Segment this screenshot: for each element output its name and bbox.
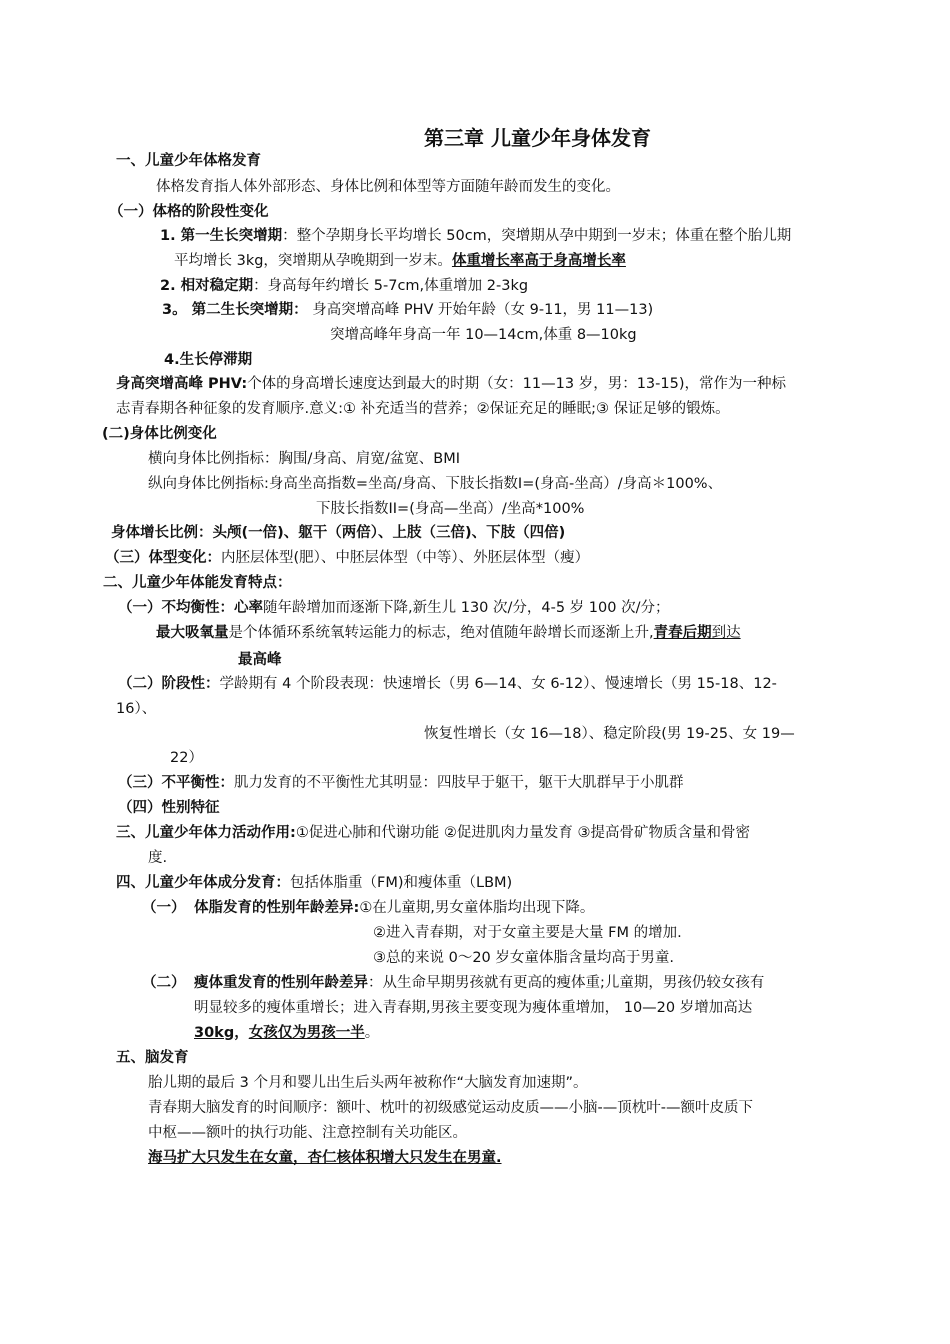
subsection-heading: （一）体格的阶段性变化 bbox=[109, 204, 269, 220]
paragraph: 明显较多的瘦体重增长；进入青春期,男孩主要变现为瘦体重增加， 10—20 岁增加高达 bbox=[194, 1000, 753, 1016]
paragraph bbox=[174, 249, 626, 273]
subsection-heading: （四）性别特征 bbox=[118, 800, 220, 816]
paragraph: 体格发育指人体外部形态、身体比例和体型等方面随年龄而发生的变化。 bbox=[156, 179, 620, 195]
text: ：从生命早期男孩就有更高的瘦体重;儿童期，男孩仍较女孩有 bbox=[368, 975, 765, 991]
list-number: （二） bbox=[142, 975, 186, 991]
section-heading-4: 四、儿童少年体成分发育： bbox=[116, 875, 290, 891]
section-heading-5: 五、脑发育 bbox=[116, 1050, 189, 1066]
term-label: 体脂发育的性别年龄差异: bbox=[194, 900, 360, 916]
subsection-heading: （三）不平衡性： bbox=[118, 775, 234, 791]
paragraph bbox=[156, 621, 741, 645]
text: ①在儿童期,男女童体脂均出现下降。 bbox=[359, 900, 595, 916]
paragraph bbox=[194, 971, 764, 995]
paragraph: 恢复性增长（女 16—18）、稳定阶段(男 19-25、女 19— bbox=[424, 726, 795, 742]
keyword: 心率 bbox=[234, 600, 263, 616]
term-label: 1. 第一生长突增期 bbox=[160, 228, 283, 244]
paragraph: 身体增长比例：头颅(一倍)、躯干（两倍）、上肢（三倍)、下肢（四倍) bbox=[111, 525, 566, 541]
text: 包括体脂重（FM)和瘦体重（LBM) bbox=[290, 875, 513, 891]
paragraph bbox=[194, 896, 594, 920]
text: 身高突增高峰 PHV 开始年龄（女 9-11，男 11—13) bbox=[307, 302, 654, 318]
paragraph: 中枢——额叶的执行功能、注意控制有关功能区。 bbox=[148, 1125, 467, 1141]
paragraph bbox=[118, 771, 684, 795]
text: 是个体循环系统氧转运能力的标志，绝对值随年龄增长而逐渐上升, bbox=[228, 625, 654, 641]
paragraph: 下肢长指数II=(身高—坐高）/坐高*100% bbox=[316, 501, 585, 517]
text: 学龄期有 4 个阶段表现：快速增长（男 6—14、女 6-12）、慢速增长（男 15-18、12- bbox=[219, 676, 777, 692]
paragraph bbox=[162, 298, 653, 322]
section-heading-3: 三、儿童少年体力活动作用: bbox=[116, 825, 296, 841]
paragraph bbox=[160, 274, 528, 298]
emphasis-text: 最高峰 bbox=[238, 652, 282, 668]
subsection-heading: （三）体型变化： bbox=[105, 550, 221, 566]
paragraph bbox=[118, 672, 777, 696]
paragraph: 22） bbox=[170, 750, 203, 766]
paragraph bbox=[160, 224, 791, 248]
subsection-heading: （二）阶段性： bbox=[118, 676, 220, 692]
term-label: 身高突增高峰 PHV: bbox=[116, 376, 248, 392]
text: 个体的身高增长速度达到最大的时期（女：11—13 岁，男：13-15)，常作为一种标 bbox=[247, 376, 786, 392]
text: ①促进心肺和代谢功能 ②促进肌肉力量发育 ③提高骨矿物质含量和骨密 bbox=[295, 825, 751, 841]
subsection-heading: (二)身体比例变化 bbox=[102, 426, 217, 442]
term-label: 4.生长停滞期 bbox=[164, 352, 253, 368]
text: 随年龄增加而逐渐下降,新生儿 130 次/分，4-5 岁 100 次/分； bbox=[263, 600, 670, 616]
page-title: 第三章 儿童少年身体发育 bbox=[424, 126, 651, 150]
paragraph bbox=[116, 372, 786, 396]
paragraph: 16）、 bbox=[116, 701, 157, 717]
text: ， bbox=[234, 1025, 249, 1041]
paragraph bbox=[116, 821, 750, 845]
paragraph bbox=[116, 871, 512, 895]
text: 平均增长 3kg，突增期从孕晚期到一岁末。 bbox=[174, 253, 452, 269]
paragraph: 度. bbox=[148, 850, 168, 866]
paragraph bbox=[118, 596, 669, 620]
paragraph: 纵向身体比例指标:身高坐高指数=坐高/身高、下肢长指数I=(身高-坐高）/身高＊100%、 bbox=[148, 476, 723, 492]
text: 内胚层体型(肥）、中胚层体型（中等）、外胚层体型（瘦） bbox=[221, 550, 590, 566]
emphasis-text: 体重增长率高于身高增长率 bbox=[451, 253, 626, 269]
emphasis-text: 海马扩大只发生在女童，杏仁核体积增大只发生在男童. bbox=[148, 1150, 502, 1166]
text: ：身高每年约增长 5-7cm,体重增加 2-3kg bbox=[253, 278, 529, 294]
subsection-heading: （一）不均衡性： bbox=[118, 600, 234, 616]
list-number: （一） bbox=[142, 900, 186, 916]
term-label: 3。 第二生长突增期： bbox=[162, 302, 308, 318]
term-label: 2. 相对稳定期 bbox=[160, 278, 254, 294]
paragraph: 突增高峰年身高一年 10—14cm,体重 8—10kg bbox=[330, 327, 637, 343]
emphasis-text: 到达 bbox=[711, 625, 741, 641]
emphasis-text: 青春后期 bbox=[653, 625, 712, 641]
section-heading-2: 二、儿童少年体能发育特点： bbox=[103, 575, 292, 591]
keyword: 最大吸氧量 bbox=[156, 625, 229, 641]
paragraph bbox=[105, 546, 589, 570]
paragraph: 胎儿期的最后 3 个月和婴儿出生后头两年被称作“大脑发育加速期”。 bbox=[148, 1075, 588, 1091]
text: 。 bbox=[364, 1025, 380, 1041]
paragraph: 青春期大脑发育的时间顺序：额叶、枕叶的初级感觉运动皮质——小脑-—顶枕叶-—额叶皮质下 bbox=[148, 1100, 753, 1116]
term-label: 瘦体重发育的性别年龄差异 bbox=[194, 975, 368, 991]
paragraph: ②进入青春期，对于女童主要是大量 FM 的增加. bbox=[373, 925, 682, 941]
emphasis-text: 30kg bbox=[194, 1025, 235, 1041]
paragraph bbox=[194, 1021, 379, 1045]
emphasis-text: 女孩仅为男孩一半 bbox=[248, 1025, 365, 1041]
paragraph: 横向身体比例指标：胸围/身高、肩宽/盆宽、BMI bbox=[148, 451, 461, 467]
section-heading-1: 一、儿童少年体格发育 bbox=[116, 153, 261, 169]
text: 肌力发育的不平衡性尤其明显：四肢早于躯干，躯干大肌群早于小肌群 bbox=[234, 775, 684, 791]
paragraph: 志青春期各种征象的发育顺序.意义:① 补充适当的营养；②保证充足的睡眠;③ 保证足够的锻炼。 bbox=[116, 401, 730, 417]
text: ：整个孕期身长平均增长 50cm，突增期从孕中期到一岁末；体重在整个胎儿期 bbox=[282, 228, 792, 244]
paragraph: ③总的来说 0～20 岁女童体脂含量均高于男童. bbox=[373, 950, 675, 966]
